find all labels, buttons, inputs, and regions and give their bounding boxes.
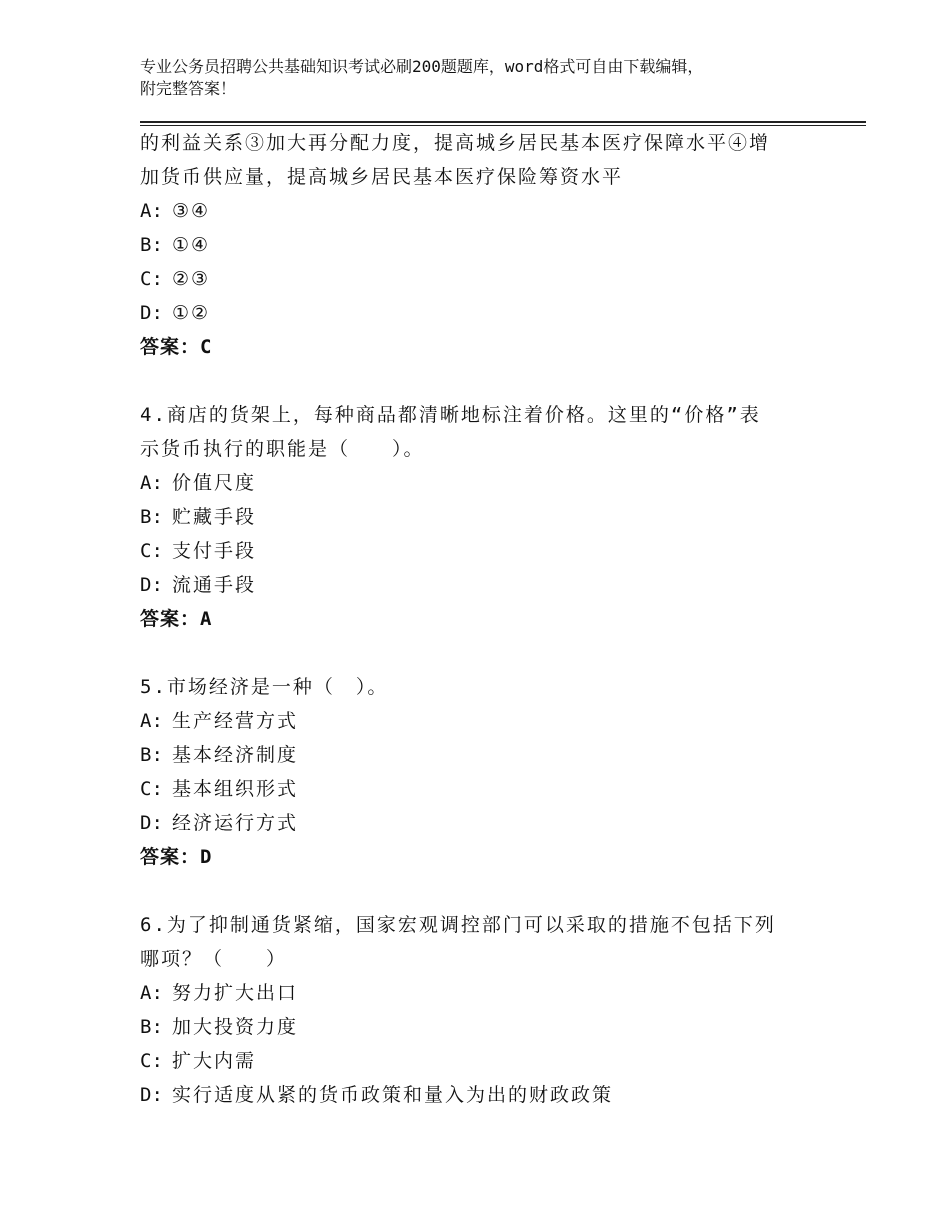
question-5-option-b <box>140 738 820 772</box>
option-text: 价值尺度 <box>172 472 257 494</box>
question-5-answer: 答案：D <box>140 846 213 868</box>
option-text: ①② <box>172 302 211 324</box>
question-6-option-c <box>140 1044 820 1078</box>
option-text: ②③ <box>172 268 211 290</box>
option-text: 流通手段 <box>172 574 257 596</box>
option-label: C: <box>140 1050 163 1072</box>
question-6-option-b <box>140 1010 820 1044</box>
question-4 <box>140 398 820 636</box>
question-6-stem-line-1: 6.为了抑制通货紧缩，国家宏观调控部门可以采取的措施不包括下列 <box>140 914 776 936</box>
option-label: D: <box>140 574 163 596</box>
option-text: 基本经济制度 <box>172 744 299 766</box>
question-6 <box>140 908 820 1112</box>
option-label: D: <box>140 302 163 324</box>
question-5-stem-line-1: 5.市场经济是一种（ ）。 <box>140 676 389 698</box>
option-text: 贮藏手段 <box>172 506 257 528</box>
question-content <box>140 126 820 1112</box>
option-label: B: <box>140 506 163 528</box>
header-line-2: 附完整答案！ <box>140 79 237 98</box>
option-label: B: <box>140 234 163 256</box>
spacer <box>140 874 820 908</box>
question-6-stem-line-2: 哪项？（ ） <box>140 948 288 970</box>
option-label: C: <box>140 268 163 290</box>
question-3-answer: 答案：C <box>140 336 213 358</box>
question-4-option-b <box>140 500 820 534</box>
option-label: C: <box>140 540 163 562</box>
question-5-option-c <box>140 772 820 806</box>
option-label: B: <box>140 1016 163 1038</box>
option-label: B: <box>140 744 163 766</box>
question-3-option-c <box>140 262 820 296</box>
question-4-stem-line-2: 示货币执行的职能是（ ）。 <box>140 438 425 460</box>
spacer <box>140 364 820 398</box>
option-label: A: <box>140 982 163 1004</box>
question-4-option-c <box>140 534 820 568</box>
question-3-option-b <box>140 228 820 262</box>
question-3-option-d <box>140 296 820 330</box>
option-label: C: <box>140 778 163 800</box>
question-4-stem-line-1: 4.商店的货架上，每种商品都清晰地标注着价格。这里的“价格”表 <box>140 404 761 426</box>
option-text: 扩大内需 <box>172 1050 257 1072</box>
spacer <box>140 636 820 670</box>
option-label: A: <box>140 710 163 732</box>
option-text: 基本组织形式 <box>172 778 299 800</box>
question-5 <box>140 670 820 874</box>
question-4-option-a <box>140 466 820 500</box>
option-text: 经济运行方式 <box>172 812 299 834</box>
option-text: 生产经营方式 <box>172 710 299 732</box>
option-label: D: <box>140 812 163 834</box>
question-5-option-d <box>140 806 820 840</box>
page-header <box>140 56 800 100</box>
header-divider-thick <box>140 121 866 123</box>
option-text: ③④ <box>172 200 211 222</box>
option-text: 支付手段 <box>172 540 257 562</box>
question-5-option-a <box>140 704 820 738</box>
header-line-1: 专业公务员招聘公共基础知识考试必刷200题题库，word格式可自由下载编辑， <box>140 57 704 76</box>
question-4-answer: 答案：A <box>140 608 213 630</box>
option-text: 加大投资力度 <box>172 1016 299 1038</box>
option-label: A: <box>140 472 163 494</box>
question-6-option-a <box>140 976 820 1010</box>
option-label: A: <box>140 200 163 222</box>
question-4-option-d <box>140 568 820 602</box>
question-6-option-d <box>140 1078 820 1112</box>
option-text: ①④ <box>172 234 211 256</box>
option-text: 努力扩大出口 <box>172 982 299 1004</box>
question-3-stem-line-2: 加货币供应量，提高城乡居民基本医疗保险筹资水平 <box>140 166 624 188</box>
option-text: 实行适度从紧的货币政策和量入为出的财政政策 <box>172 1084 614 1106</box>
question-3-option-a <box>140 194 820 228</box>
option-label: D: <box>140 1084 163 1106</box>
question-3-stem-line-1: 的利益关系③加大再分配力度，提高城乡居民基本医疗保障水平④增 <box>140 132 771 154</box>
question-3 <box>140 126 820 364</box>
